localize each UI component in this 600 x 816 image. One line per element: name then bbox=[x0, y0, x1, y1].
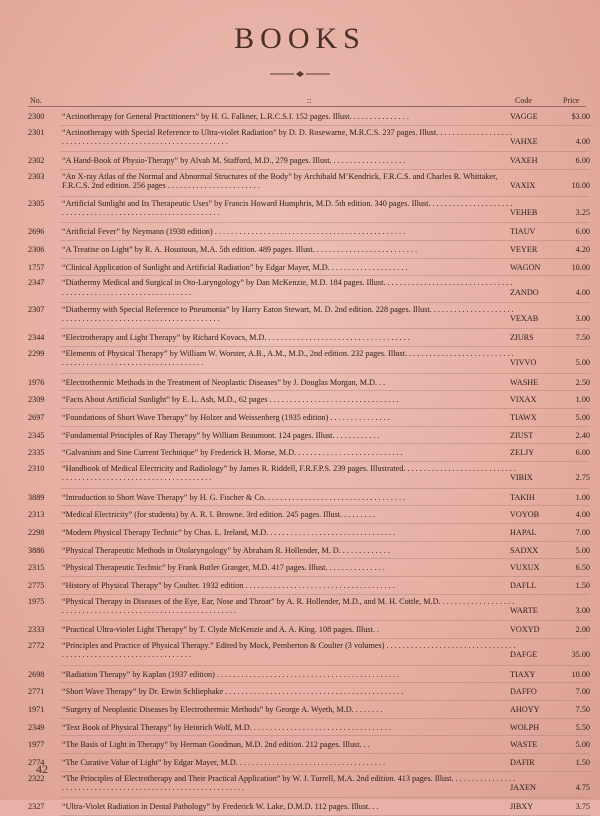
book-number: 1976 bbox=[28, 377, 45, 387]
book-title: “Ultra-Violet Radiation in Dental Pathology” by Frederick W. Lake, D.M.D. 112 pages. Illust. . . bbox=[62, 802, 379, 812]
book-title: “Modern Physical Therapy Technic” by Chas. L. Ireland, M.D. . . . . . . . . . . . . . . . . . . . . . . . . . . . . . . . bbox=[62, 528, 396, 538]
book-number: 1971 bbox=[28, 705, 45, 715]
book-number: 2333 bbox=[28, 625, 45, 635]
book-title: “Galvanism and Sine Current Technique” by Frederick H. Morse, M.D. . . . . . . . . . . . . . . . . . . . . . . . . . . bbox=[62, 448, 403, 458]
table-row bbox=[0, 736, 600, 754]
book-number: 2305 bbox=[28, 198, 45, 208]
book-title: “Electrothermic Methods in the Treatment of Neoplastic Diseases” by J. Douglas Morgan, M.D. . . bbox=[62, 377, 386, 387]
table-row bbox=[0, 639, 600, 666]
book-title: “History of Physical Therapy” by Coulter. 1932 edition . . . . . . . . . . . . . . . . . . . . . . . . . . . . . . . . . . . . . bbox=[62, 581, 395, 591]
book-title: “Electrotherapy and Light Therapy” by Richard Kovacs, M.D. . . . . . . . . . . . . . . . . . . . . . . . . . . . . . . . . . . . bbox=[62, 333, 410, 343]
book-title: “A Hand-Book of Physio-Therapy” by Alvah M. Stafford, M.D., 279 pages. Illust. . . . . . . . . . . . . . . . . . . bbox=[62, 156, 406, 166]
book-number: 3886 bbox=[28, 545, 45, 555]
book-number: 2775 bbox=[28, 581, 45, 591]
table-row bbox=[0, 409, 600, 427]
book-title: “Radiation Therapy” by Kaplan (1937 edition) . . . . . . . . . . . . . . . . . . . . . . . . . . . . . . . . . . . . . . . . . . . . . bbox=[62, 669, 400, 679]
table-row bbox=[0, 754, 600, 772]
book-title: “The Basis of Light in Therapy” by Herman Goodman, M.D. 2nd edition. 212 pages. Illust. . . bbox=[62, 740, 370, 750]
table-row bbox=[0, 666, 600, 684]
book-price: 7.00 bbox=[575, 528, 590, 538]
book-price: 5.00 bbox=[575, 413, 590, 423]
book-number: 2310 bbox=[28, 464, 45, 474]
book-code: TAKIH bbox=[510, 492, 535, 502]
header-price: Price bbox=[563, 96, 580, 105]
book-price: 7.00 bbox=[575, 687, 590, 697]
table-row bbox=[0, 427, 600, 445]
table-row bbox=[0, 108, 600, 126]
book-title: “Artificial Sunlight and Its Therapeutic Uses” by Francis Howard Humphris, M.D. 5th edition. 340 pages. Illust. . . . . . . . . . . . . . . . . . . . . . . . . . . . . . . . . . . . . . . . . . . . . . . . . . . . . . . . . . . . bbox=[62, 198, 513, 217]
table-row bbox=[0, 347, 600, 374]
book-number: 2302 bbox=[28, 156, 45, 166]
book-code: VEYER bbox=[510, 244, 538, 254]
book-price: 7.50 bbox=[575, 705, 590, 715]
book-title: “Principles and Practice of Physical Therapy.” Edited by Mock, Pemberton & Coulter (3 volumes) . . . . . . . . . . . . . . . . . . . . . . . . . . . . . . . . . . . . . . . . . . . . . . . . . . . . . . . . . . . . . . . . bbox=[62, 641, 516, 660]
book-title: “Elements of Physical Therapy” by William W. Worster, A.B., A.M., M.D., 2nd edition. 232 pages. Illust. . . . . . . . . . . . . . . . . . . . . . . . . . . . . . . . . . . . . . . . . . . . . . . . . . . . . . . . . . . . . . bbox=[62, 349, 514, 368]
book-price: 10.00 bbox=[571, 262, 590, 272]
table-row bbox=[0, 170, 600, 197]
table-row bbox=[0, 577, 600, 595]
book-code: TIAWX bbox=[510, 413, 537, 423]
book-title: “Surgery of Neoplastic Diseases by Electrothermic Methods” by George A. Wyeth, M.D. . . . . . . . bbox=[62, 705, 383, 715]
book-title: “Physical Therapeutic Technic” by Frank Butler Granger, M.D. 417 pages. Illust. . . . . . . . . . . . . . . bbox=[62, 563, 385, 573]
book-title: “Introduction to Short Wave Therapy” by H. G. Fischer & Co. . . . . . . . . . . . . . . . . . . . . . . . . . . . . . . . . . . bbox=[62, 492, 406, 502]
book-title: “Physical Therapy in Diseases of the Eye, Ear, Nose and Throat” by A. R. Hollender, M.D., and M. H. Cottle, M.D. . . . . . . . . . . . . . . . . . . . . . . . . . . . . . . . . . . . . . . . . . . . . . . . . . . . . . . . . . . . . . bbox=[62, 596, 515, 616]
book-number: 1757 bbox=[28, 262, 45, 272]
table-row bbox=[0, 772, 600, 799]
book-price: 35.00 bbox=[571, 650, 590, 660]
book-code: DAFGE bbox=[510, 650, 538, 660]
book-code: WASTE bbox=[510, 740, 538, 750]
book-price: 1.50 bbox=[575, 758, 590, 768]
table-row bbox=[0, 506, 600, 524]
book-title: “A Treatise on Light” by R. A. Houstoun, M.A. 5th edition. 489 pages. Illust. . . . . . . . . . . . . . . . . . . . . . . . . . bbox=[62, 244, 418, 254]
book-title: “The Principles of Electrotherapy and Their Practical Application” by W. J. Turrell, M.A. 2nd edition. 413 pages. Illust. . . . . . . . . . . . . . . . . . . . . . . . . . . . . . . . . . . . . . . . . . . . . . . . . . . . . . . . . . . . . bbox=[62, 773, 516, 793]
table-row bbox=[0, 223, 600, 241]
book-number: 2306 bbox=[28, 244, 45, 254]
book-price: 1.00 bbox=[575, 395, 590, 405]
book-number: 2697 bbox=[28, 413, 45, 423]
book-title: “Diathermy Medical and Surgical in Oto-Laryngology” by Dan McKenzie, M.D. 184 pages. Illust. . . . . . . . . . . . . . . . . . . . . . . . . . . . . . . . . . . . . . . . . . . . . . . . . . . . . . . . . . . . . . . . bbox=[62, 278, 513, 297]
book-price: 6.00 bbox=[575, 448, 590, 458]
book-number: 2347 bbox=[28, 278, 45, 288]
book-title: “Foundations of Short Wave Therapy” by Holzer and Weissenberg (1935 edition) . . . . . . . . . . . . . . . bbox=[62, 413, 390, 423]
header-separator: :: bbox=[307, 96, 312, 105]
book-number: 2307 bbox=[28, 304, 45, 314]
table-row bbox=[0, 197, 600, 224]
header-code: Code bbox=[515, 96, 532, 105]
book-price: 2.75 bbox=[575, 473, 590, 483]
book-number: 2298 bbox=[28, 528, 45, 538]
book-code: SADXX bbox=[510, 545, 539, 555]
book-code: VIBIX bbox=[510, 473, 533, 483]
book-code: ZANDO bbox=[510, 287, 539, 297]
book-price: 10.00 bbox=[571, 181, 590, 191]
book-price: 5.00 bbox=[575, 740, 590, 750]
book-title: “Facts About Artificial Sunlight” by E. L. Ash, M.D., 62 pages . . . . . . . . . . . . . . . . . . . . . . . . . . . . . . . . bbox=[62, 395, 399, 405]
book-price: 5.50 bbox=[575, 722, 590, 732]
book-title: “Practical Ultra-violet Light Therapy” by T. Clyde McKenzie and A. A. King. 108 pages. Illust. . bbox=[62, 625, 379, 635]
table-row bbox=[0, 126, 600, 153]
table-row bbox=[0, 524, 600, 542]
book-table bbox=[0, 108, 600, 816]
book-code: ZIUST bbox=[510, 430, 534, 440]
book-title: “Actinotherapy with Special Reference to Ultra-violet Radiation” by D. D. Rosewarne, M.R.C.S. 237 pages. Illust. . . . . . . . . . . . . . . . . . . . . . . . . . . . . . . . . . . . . . . . . . . . . . . . . . . . . . . . . . . . bbox=[62, 127, 512, 146]
book-price: 5.00 bbox=[575, 545, 590, 555]
book-number: 2335 bbox=[28, 448, 45, 458]
book-number: 2309 bbox=[28, 395, 45, 405]
book-number: 2303 bbox=[28, 171, 45, 181]
book-price: 6.00 bbox=[575, 156, 590, 166]
book-code: VAXEH bbox=[510, 156, 538, 166]
table-row bbox=[0, 391, 600, 409]
book-code: VOXYD bbox=[510, 625, 540, 635]
ornament-divider-icon bbox=[270, 70, 330, 78]
book-title: “The Curative Value of Light” by Edgar Mayer, M.D. . . . . . . . . . . . . . . . . . . . . . . . . . . . . . . . . . . . . bbox=[62, 758, 386, 768]
book-price: 7.50 bbox=[575, 333, 590, 343]
table-row bbox=[0, 152, 600, 170]
book-code: VAGGE bbox=[510, 112, 538, 121]
book-price: 4.75 bbox=[575, 783, 590, 793]
book-code: DAFIR bbox=[510, 758, 535, 768]
book-price: 3.25 bbox=[575, 207, 590, 217]
table-row bbox=[0, 798, 600, 816]
book-number: 2772 bbox=[28, 641, 45, 651]
header-no: No. bbox=[30, 96, 42, 105]
book-title: “Clinical Application of Sunlight and Artificial Radiation” by Edgar Mayer, M.D. . . . . . . . . . . . . . . . . . . . bbox=[62, 262, 408, 272]
table-row bbox=[0, 683, 600, 701]
table-row bbox=[0, 489, 600, 507]
book-price: 4.00 bbox=[575, 136, 590, 146]
header-divider bbox=[28, 106, 586, 107]
book-code: TIAUV bbox=[510, 227, 536, 237]
book-number: 2771 bbox=[28, 687, 45, 697]
table-row bbox=[0, 276, 600, 303]
book-code: WASHE bbox=[510, 377, 539, 387]
book-code: VUXUX bbox=[510, 563, 540, 573]
book-number: 2698 bbox=[28, 669, 45, 679]
table-row bbox=[0, 374, 600, 392]
book-code: DAFLL bbox=[510, 581, 537, 591]
book-price: 6.50 bbox=[575, 563, 590, 573]
book-number: 2313 bbox=[28, 510, 45, 520]
table-row bbox=[0, 621, 600, 639]
book-title: “Medical Electricity” (for students) by A. R. I. Browne. 3rd edition. 245 pages. Illust. . . . . . . . . bbox=[62, 510, 375, 520]
book-price: 2.40 bbox=[575, 430, 590, 440]
book-price: 3.00 bbox=[575, 314, 590, 324]
book-number: 2774 bbox=[28, 758, 45, 768]
book-code: WOLPH bbox=[510, 722, 540, 732]
book-code: AHOYY bbox=[510, 705, 540, 715]
book-title: “Handbook of Medical Electricity and Radiology” by James R. Riddell, F.R.F.P.S. 239 pages. Illustrated. . . . . . . . . . . . . . . . . . . . . . . . . . . . . . . . . . . . . . . . . . . . . . . . . . . . . . . . . . . . . . . . . bbox=[62, 464, 516, 483]
book-number: 2300 bbox=[28, 112, 45, 121]
book-number: 2349 bbox=[28, 722, 45, 732]
book-number: 2345 bbox=[28, 430, 45, 440]
book-price: 1.50 bbox=[575, 581, 590, 591]
table-row bbox=[0, 259, 600, 277]
book-price: 3.00 bbox=[575, 606, 590, 616]
book-title: “Short Wave Therapy” by Dr. Erwin Schliephake . . . . . . . . . . . . . . . . . . . . . . . . . . . . . . . . . . . . . . . . . . . . bbox=[62, 687, 404, 697]
book-code: VEHEB bbox=[510, 207, 538, 217]
book-price: 2.00 bbox=[575, 625, 590, 635]
book-price: 4.00 bbox=[575, 510, 590, 520]
book-number: 1975 bbox=[28, 596, 45, 606]
book-code: WAGON bbox=[510, 262, 541, 272]
page-title: BOOKS bbox=[234, 22, 366, 55]
table-row bbox=[0, 719, 600, 737]
book-price: 4.00 bbox=[575, 287, 590, 297]
table-row bbox=[0, 462, 600, 489]
book-price: 1.00 bbox=[575, 492, 590, 502]
book-price: 4.20 bbox=[575, 244, 590, 254]
book-number: 1977 bbox=[28, 740, 45, 750]
book-number: 2322 bbox=[28, 773, 45, 783]
book-price: 2.50 bbox=[575, 377, 590, 387]
book-code: ZELJY bbox=[510, 448, 535, 458]
book-number: 2299 bbox=[28, 349, 45, 359]
book-code: VIVVO bbox=[510, 358, 537, 368]
book-code: ZIURS bbox=[510, 333, 534, 343]
book-code: VEXAB bbox=[510, 314, 539, 324]
book-title: “Fundamental Principles of Ray Therapy” by William Beaumont. 124 pages. Illust. . . . . . . . . . . . bbox=[62, 430, 380, 440]
book-title: “Text Book of Physical Therapy” by Heinrich Wolf, M.D. . . . . . . . . . . . . . . . . . . . . . . . . . . . . . . . . . . bbox=[62, 722, 391, 732]
book-price: $3.00 bbox=[571, 112, 590, 121]
table-row bbox=[0, 559, 600, 577]
book-code: VOYOB bbox=[510, 510, 540, 520]
book-price: 6.00 bbox=[575, 227, 590, 237]
page-number: 42 bbox=[36, 762, 48, 776]
table-row bbox=[0, 595, 600, 622]
book-code: JIBXY bbox=[510, 802, 534, 812]
book-code: JAXEN bbox=[510, 783, 536, 793]
book-code: VAHXE bbox=[510, 136, 538, 146]
book-title: “Diathermy with Special Reference to Pneumonia” by Harry Eaton Stewart, M. D. 2nd edition. 228 pages. Illust. . . . . . . . . . . . . . . . . . . . . . . . . . . . . . . . . . . . . . . . . . . . . . . . . . . . . . . . . . . . bbox=[62, 304, 514, 324]
book-code: HAPAL bbox=[510, 528, 537, 538]
table-row bbox=[0, 329, 600, 347]
book-number: 2327 bbox=[28, 802, 45, 812]
book-price: 10.00 bbox=[571, 669, 590, 679]
book-price: 5.00 bbox=[575, 358, 590, 368]
book-code: VIXAX bbox=[510, 395, 537, 405]
table-row bbox=[0, 701, 600, 719]
book-number: 2696 bbox=[28, 227, 45, 237]
book-number: 2315 bbox=[28, 563, 45, 573]
table-row bbox=[0, 303, 600, 330]
table-row bbox=[0, 241, 600, 259]
book-number: 2344 bbox=[28, 333, 45, 343]
book-code: VAXIX bbox=[510, 181, 536, 191]
book-number: 3889 bbox=[28, 492, 45, 502]
book-title: “Actinotherapy for General Practitioners” by H. G. Falkner, L.R.C.S.I. 152 pages. Illust. . . . . . . . . . . . . . . bbox=[62, 112, 409, 121]
book-title: “Artificial Fever” by Neymann (1938 edition) . . . . . . . . . . . . . . . . . . . . . . . . . . . . . . . . . . . . . . . . . . . . . . . bbox=[62, 227, 406, 237]
book-code: WARTE bbox=[510, 606, 538, 616]
book-code: TIAXY bbox=[510, 669, 536, 679]
book-price: 3.75 bbox=[575, 802, 590, 812]
book-title: “An X-ray Atlas of the Normal and Abnormal Structures of the Body” by Archibald M’Kendrick, F.R.C.S. and Charles R. Whittaker, F.R.C.S. 2nd edition. 256 pages . . . . . . . . . . . . . . . . . . . . . . . bbox=[62, 171, 498, 191]
book-code: DAFFO bbox=[510, 687, 537, 697]
table-row bbox=[0, 444, 600, 462]
book-number: 2301 bbox=[28, 127, 45, 137]
table-row bbox=[0, 542, 600, 560]
book-title: “Physical Therapeutic Methods in Otolaryngology” by Abraham R. Hollender, M. D. . . . . . . . . . . . . bbox=[62, 545, 390, 555]
